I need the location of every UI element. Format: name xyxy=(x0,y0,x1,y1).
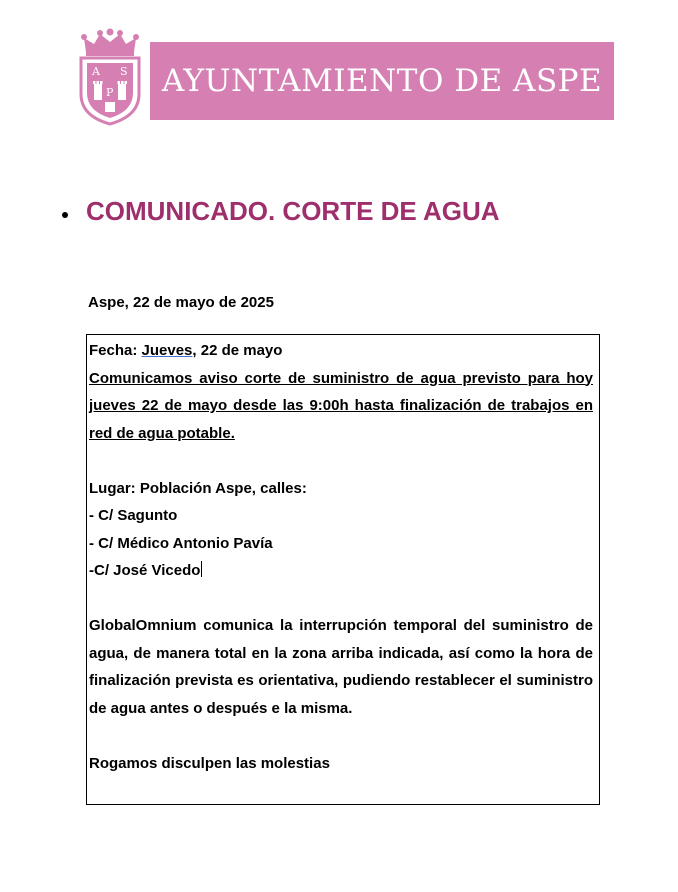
crest-letter-s: S xyxy=(120,65,128,78)
header xyxy=(78,28,614,128)
crest-letter-a: A xyxy=(92,65,100,78)
notice-box xyxy=(86,334,600,805)
title-row xyxy=(62,196,500,227)
fecha-label: Fecha: xyxy=(89,342,142,359)
street-item: -C/ José Vicedo xyxy=(89,562,201,579)
date-line: Aspe, 22 de mayo de 2025 xyxy=(88,294,274,311)
street-item-last xyxy=(89,557,593,585)
banner-title: AYUNTAMIENTO DE ASPE xyxy=(161,63,603,99)
crest-letter-p: P xyxy=(106,86,114,99)
spacer xyxy=(89,585,593,613)
body-text: GlobalOmnium comunica la interrupción temporal del suministro de agua, de manera total en la zona arriba indicada, así como la hora de finalización prevista es orientativa, pudiendo restablecer el suministro de agua antes o después e la misma. xyxy=(89,617,593,717)
fecha-day: Jueves xyxy=(141,342,193,359)
spacer xyxy=(89,447,593,475)
lugar-line: Lugar: Población Aspe, calles: xyxy=(89,479,307,497)
fecha-rest: , 22 de mayo xyxy=(192,342,283,359)
page-title: COMUNICADO. CORTE DE AGUA xyxy=(86,196,500,226)
crest-letters xyxy=(78,28,142,126)
street-item: - C/ Sagunto xyxy=(89,507,178,524)
street-item: - C/ Médico Antonio Pavía xyxy=(89,534,273,552)
text-cursor xyxy=(201,561,202,577)
closing-text: Rogamos disculpen las molestias xyxy=(89,754,330,772)
bullet-icon xyxy=(62,212,68,218)
banner xyxy=(150,42,614,120)
spacer xyxy=(89,722,593,750)
fecha-line xyxy=(89,337,593,365)
announcement: Comunicamos aviso corte de suministro de agua previsto para hoy jueves 22 de mayo desde las 9:00h hasta finalización de trabajos en red de agua potable. xyxy=(89,369,593,442)
